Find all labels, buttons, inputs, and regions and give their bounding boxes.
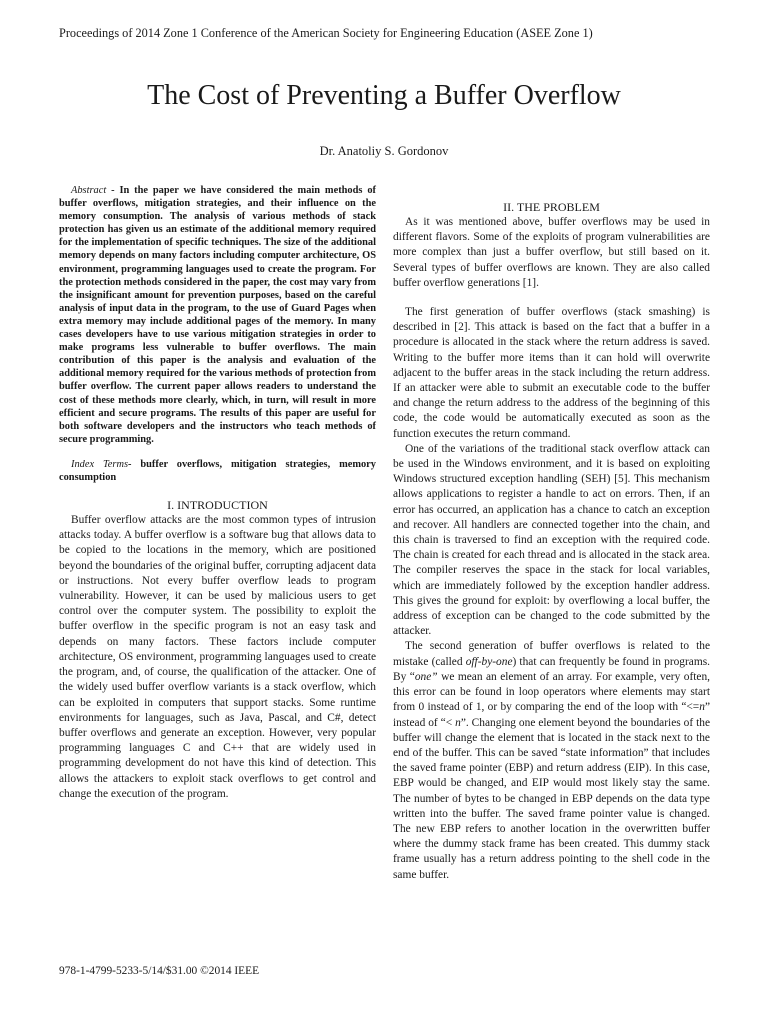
isbn-footer: 978-1-4799-5233-5/14/$31.00 ©2014 IEEE — [59, 965, 260, 977]
p4-text-a: The second generation of buffer overflows is related to the mistake (called — [393, 640, 710, 668]
p4-text-d: ” instead of “< — [393, 701, 710, 729]
p4-text-c: we mean an element of an array. For example, very often, this error can be found in loop operators where elements may start from 0 instead of 1, or by comparing the end of the loop with “<= — [393, 670, 711, 714]
p4-emphasis-n2: n — [455, 716, 461, 729]
p4-emphasis-off-by-one: off-by-one — [465, 655, 513, 668]
abstract-lead: Abstract — [71, 185, 107, 196]
left-column — [59, 184, 376, 802]
problem-paragraph-4 — [393, 639, 710, 882]
abstract-text: - In the paper we have considered the main methods of buffer overflows, mitigation strategies, and their influence on the memory consumption. The analysis of various methods of stack protection has given us an estimate of the additional memory required for the implementation of specific techniques. The size of the additional memory depends on many factors including computer architecture, OS environment, programming languages used to create the program. For the protection methods considered in the paper, the cost may vary from the insignificant amount for prevention purposes, based on the careful analysis of input data in the program, to the use of Guard Pages when extra memory may include additional pages of the memory. In many cases developers have to use various mitigation strategies in order to make programs less vulnerable to buffer overflows. The main contribution of this paper is the analysis and evaluation of the additional memory required for the various methods of protection from buffer overflow. The current paper allows readers to understand the cost of these methods more clearly, which, in turn, will result in more efficient and secure programs. The results of this paper are useful for both software developers and the instructors who teach methods of secure programming. — [59, 185, 376, 445]
proceedings-header: Proceedings of 2014 Zone 1 Conference of the American Society for Engineering Education (ASEE Zone 1) — [59, 26, 593, 40]
paper-title: The Cost of Preventing a Buffer Overflow — [147, 80, 621, 111]
problem-paragraph-1: As it was mentioned above, buffer overflows may be used in different flavors. Some of the exploits of program vulnerabilities are more complex than just a buffer overflow, but still based on it. Several types of buffer overflows are known. They are also called buffer overflow generations [1]. — [393, 216, 710, 289]
index-terms — [59, 458, 376, 484]
p4-emphasis-n1: n — [699, 701, 705, 714]
right-column — [393, 200, 710, 883]
p4-text-b: ) that can frequently be found in programs. By “ — [393, 655, 710, 683]
index-terms-text: - buffer overflows, mitigation strategies, memory consumption — [59, 458, 376, 483]
problem-paragraph-3: One of the variations of the traditional stack overflow attack can be used in the Windows environment, and it is based on exploiting Windows structured exception handling (SEH) [5]. This mechanism allows applications to register a handle to act on errors. Then, if an error has occurred, an application has a chance to catch an exception and recover. All handlers are connected together into the chain, and this chain is traversed to find an exception with the required code. The chain is created for each thread and is allocated in the stack area. The compiler reserves the space in the stack for local variables, which are immediately followed by the exception handler address. This gives the ground for exploit: by overflowing a local buffer, the address of exception can be changed to the code submitted by the attacker. — [393, 442, 710, 638]
index-terms-lead: Index Terms — [71, 458, 128, 470]
introduction-heading: I. INTRODUCTION — [167, 498, 268, 513]
p4-emphasis-one: one” — [414, 670, 438, 683]
p4-text-e: ”. Changing one element beyond the boundaries of the buffer will change the element that is located in the stack next to the end of the buffer. This can be saved “state information” that includes the saved frame pointer (EBP) and return address (EIP). In this case, EBP would be changed, and EIP would most likely stay the same. The number of bytes to be changed in EBP depends on the data type written into the buffer. The saved frame pointer value is changed. The new EBP refers to another location in the overwritten buffer where the dummy stack frame has been created. This dummy stack frame usually has a return address pointing to the shell code in the same buffer. — [393, 716, 710, 881]
paper-author: Dr. Anatoliy S. Gordonov — [319, 144, 449, 158]
problem-heading: II. THE PROBLEM — [503, 200, 600, 214]
introduction-paragraph: Buffer overflow attacks are the most common types of intrusion attacks today. A buffer overflow is a software bug that allows data to be copied to the locations in the memory, which are positioned beyond the boundaries of the original buffer, corrupting adjacent data or instructions. Not every buffer overflow leads to program vulnerability. However, it can be used by malicious users to get control over the computer system. The possibility to exploit the buffer overflow in the specific program is not an easy task and depends on many factors. These factors include computer architecture, OS environment, programming languages used to create the program, and, of course, the qualification of the attacker. One of the widely used buffer overflow variants is a stack overflow, which can be exploited in computers that support stacks. Some runtime environments for languages, such as Java, Pascal, and C#, detect buffer overflows and generate an exception. However, very popular programming languages C and C++ that are widely used in programming development do not have this kind of detection. This allows the attackers to exploit stack overflows to get control and change the execution of the program. — [59, 514, 376, 800]
abstract — [59, 184, 376, 446]
problem-paragraph-2: The first generation of buffer overflows (stack smashing) is described in [2]. This attack is based on the fact that a buffer in a procedure is allocated in the stack where the return address is saved. Writing to the buffer more items than it can hold will overwrite adjacent to the buffer areas in the stack including the return address. If an attacker were able to submit an executable code to the buffer and change the return address to the address of the beginning of this code, the code would be automatically executed as soon as the function executes the return command. — [393, 306, 710, 440]
